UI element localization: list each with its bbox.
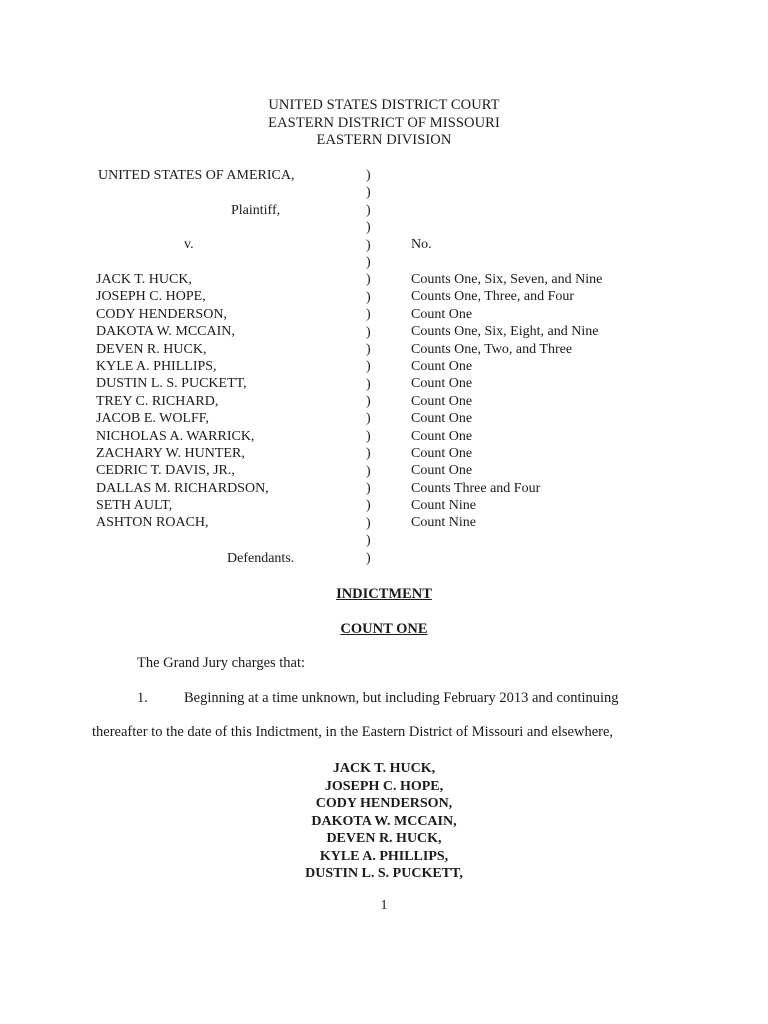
defendant-list <box>96 271 269 532</box>
court-header <box>0 97 768 150</box>
plaintiff-name: UNITED STATES OF AMERICA, <box>98 168 295 183</box>
named-defendant: KYLE A. PHILLIPS, <box>319 848 449 864</box>
defendant-name: KYLE A. PHILLIPS, <box>96 358 217 374</box>
defendant-counts: Count One <box>411 376 473 392</box>
defendant-counts: Count One <box>411 393 473 409</box>
defendant-counts: Counts One, Six, Eight, and Nine <box>411 324 599 340</box>
defendant-counts: Counts One, Two, and Three <box>411 341 573 357</box>
defendants-role: Defendants. <box>227 551 295 566</box>
defendant-counts-list <box>411 271 602 532</box>
caption-paren: ) <box>366 307 371 323</box>
document-title: INDICTMENT <box>336 586 432 602</box>
defendant-counts: Count One <box>411 306 473 322</box>
caption-paren: ) <box>366 428 371 444</box>
caption-paren: ) <box>366 289 371 305</box>
defendant-counts: Counts Three and Four <box>411 480 541 496</box>
defendant-counts: Count One <box>411 411 473 427</box>
caption-parenthesis-column <box>366 167 371 567</box>
plaintiff-role: Plaintiff, <box>231 203 281 218</box>
defendant-name: DALLAS M. RICHARDSON, <box>96 480 269 496</box>
case-number-label: No. <box>411 237 432 252</box>
named-defendants-block <box>0 760 768 883</box>
caption-paren: ) <box>366 237 371 253</box>
count-heading: COUNT ONE <box>340 621 428 637</box>
defendant-counts: Count Nine <box>411 498 476 514</box>
caption-paren: ) <box>366 202 371 218</box>
defendant-name: NICHOLAS A. WARRICK, <box>96 428 255 444</box>
caption-paren: ) <box>366 376 371 392</box>
paragraph-line: thereafter to the date of this Indictment, in the Eastern District of Missouri and elsewhere, <box>92 724 614 740</box>
district-name: EASTERN DISTRICT OF MISSOURI <box>268 114 500 131</box>
defendant-name: DUSTIN L. S. PUCKETT, <box>96 376 247 392</box>
caption-paren: ) <box>366 272 371 288</box>
caption-paren: ) <box>366 394 371 410</box>
defendant-name: ASHTON ROACH, <box>96 515 209 531</box>
defendant-counts: Count Nine <box>411 515 476 531</box>
caption-paren: ) <box>366 463 371 479</box>
division-name: EASTERN DIVISION <box>316 132 452 148</box>
defendant-name: DEVEN R. HUCK, <box>96 341 207 357</box>
defendant-counts: Counts One, Three, and Four <box>411 289 575 305</box>
defendant-name: CEDRIC T. DAVIS, JR., <box>96 463 235 479</box>
named-defendant: DEVEN R. HUCK, <box>326 831 442 846</box>
caption-paren: ) <box>366 341 371 357</box>
caption-paren: ) <box>366 168 371 183</box>
defendant-name: DAKOTA W. MCCAIN, <box>96 324 235 340</box>
paragraph-number: 1. <box>137 690 148 706</box>
intro-sentence: The Grand Jury charges that: <box>137 655 306 671</box>
defendant-counts: Counts One, Six, Seven, and Nine <box>411 272 603 287</box>
defendant-name: SETH AULT, <box>96 498 173 514</box>
caption-paren: ) <box>366 185 371 201</box>
court-name: UNITED STATES DISTRICT COURT <box>268 97 500 113</box>
defendant-counts: Count One <box>411 463 473 479</box>
caption-paren: ) <box>366 359 371 375</box>
defendant-counts: Count One <box>411 428 473 444</box>
defendant-name: JACK T. HUCK, <box>96 272 192 287</box>
caption-paren: ) <box>366 481 371 497</box>
defendant-name: ZACHARY W. HUNTER, <box>96 445 245 461</box>
paragraph-line: Beginning at a time unknown, but including February 2013 and continuing <box>184 690 619 706</box>
caption-paren: ) <box>366 446 371 462</box>
caption-paren: ) <box>366 498 371 514</box>
versus-label: v. <box>184 237 194 252</box>
page-number: 1 <box>380 898 388 913</box>
defendant-counts: Count One <box>411 445 473 461</box>
caption-paren: ) <box>366 254 371 270</box>
caption-paren: ) <box>366 220 371 236</box>
defendant-name: JOSEPH C. HOPE, <box>96 289 206 305</box>
defendant-name: TREY C. RICHARD, <box>96 393 219 409</box>
named-defendant: DUSTIN L. S. PUCKETT, <box>305 866 463 881</box>
caption-paren: ) <box>366 324 371 340</box>
defendant-name: CODY HENDERSON, <box>96 306 227 322</box>
named-defendant: JOSEPH C. HOPE, <box>324 778 444 794</box>
caption-paren: ) <box>366 411 371 427</box>
caption-paren: ) <box>366 533 371 549</box>
named-defendant: JACK T. HUCK, <box>332 761 436 776</box>
named-defendant: CODY HENDERSON, <box>315 796 453 811</box>
named-defendant: DAKOTA W. MCCAIN, <box>311 813 457 829</box>
caption-paren: ) <box>366 515 371 531</box>
defendant-name: JACOB E. WOLFF, <box>96 411 209 427</box>
caption-paren: ) <box>366 550 371 566</box>
defendant-counts: Count One <box>411 358 473 374</box>
